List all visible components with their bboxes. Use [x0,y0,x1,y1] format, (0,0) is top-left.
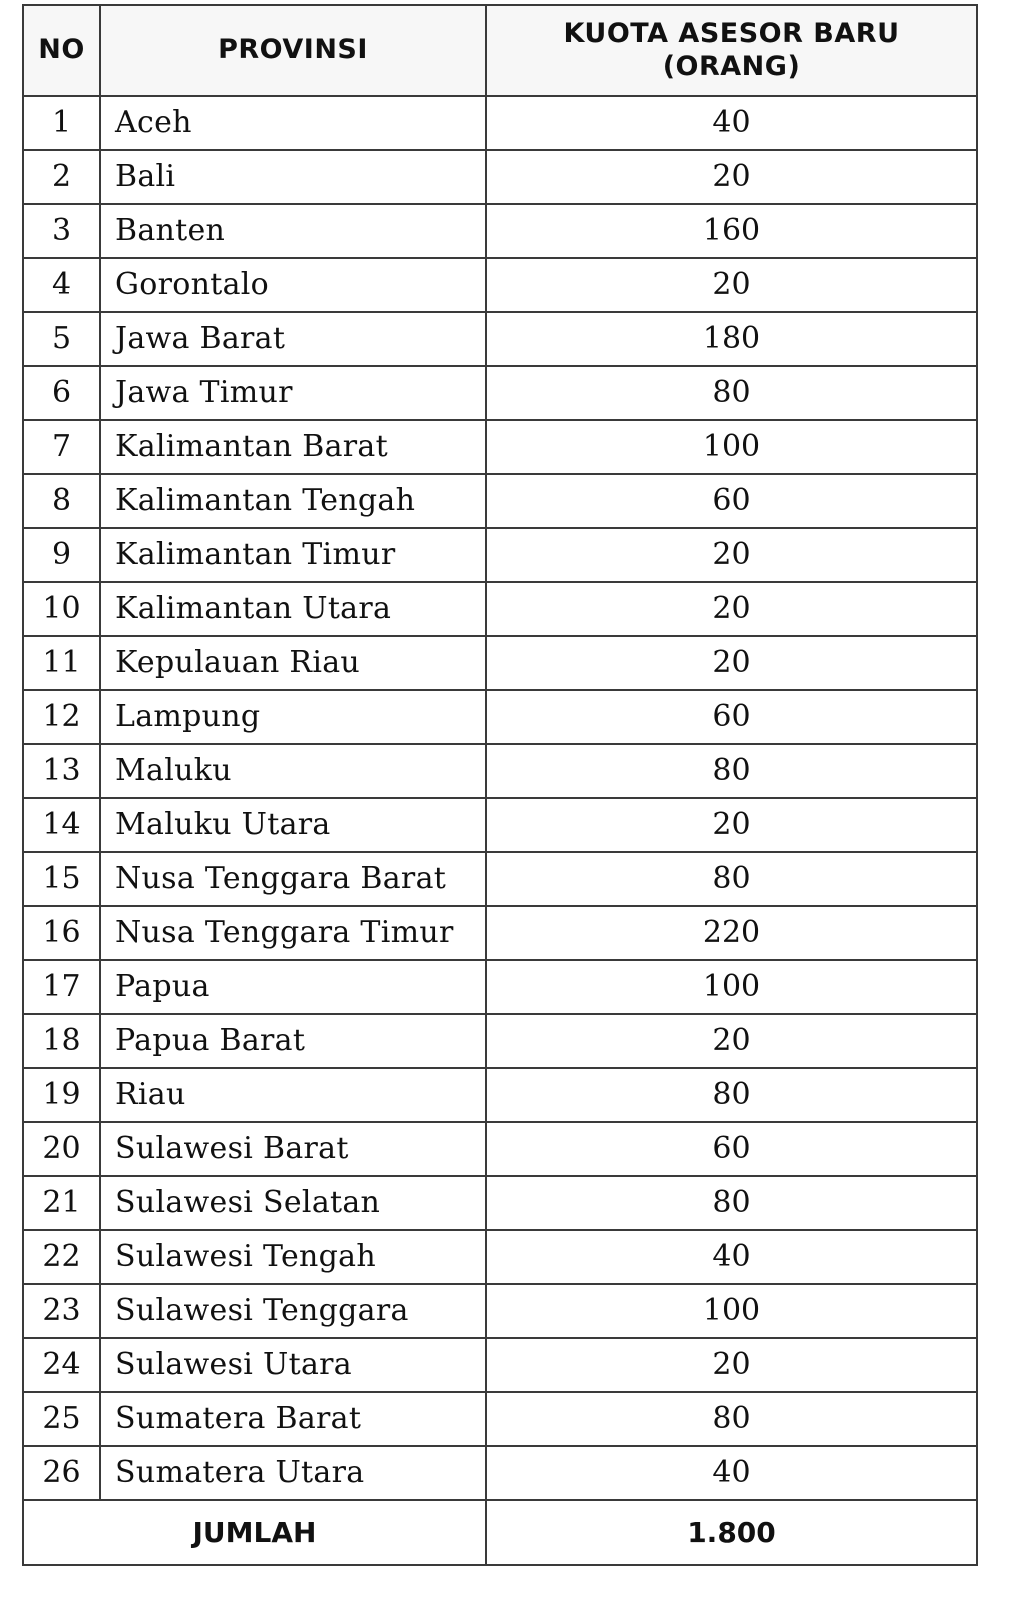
quota-value: 80 [486,852,977,906]
table-row [23,1068,977,1122]
table-row [23,1446,977,1500]
table-row [23,744,977,798]
table-row [23,960,977,1014]
table-body [23,96,977,1500]
quota-value: 40 [486,1446,977,1500]
table-row [23,312,977,366]
quota-value: 40 [486,1230,977,1284]
row-number: 6 [23,366,100,420]
row-number: 1 [23,96,100,150]
row-number: 15 [23,852,100,906]
table-row [23,636,977,690]
province-name: Nusa Tenggara Barat [100,852,486,906]
table-row [23,1338,977,1392]
row-number: 13 [23,744,100,798]
quota-value: 220 [486,906,977,960]
row-number: 11 [23,636,100,690]
table-header [23,5,977,96]
quota-value: 40 [486,96,977,150]
province-name: Banten [100,204,486,258]
quota-value: 80 [486,744,977,798]
province-name: Papua Barat [100,1014,486,1068]
quota-value: 20 [486,1014,977,1068]
province-name: Sulawesi Tengah [100,1230,486,1284]
quota-value: 20 [486,258,977,312]
province-name: Lampung [100,690,486,744]
province-name: Sumatera Utara [100,1446,486,1500]
quota-value: 180 [486,312,977,366]
quota-value: 100 [486,960,977,1014]
header-kuota [486,5,977,96]
quota-value: 80 [486,1176,977,1230]
quota-value: 80 [486,1392,977,1446]
row-number: 14 [23,798,100,852]
quota-value: 20 [486,636,977,690]
quota-value: 20 [486,1338,977,1392]
quota-value: 60 [486,690,977,744]
row-number: 24 [23,1338,100,1392]
row-number: 21 [23,1176,100,1230]
header-no: NO [23,5,100,96]
table-row [23,1014,977,1068]
province-name: Sulawesi Selatan [100,1176,486,1230]
row-number: 23 [23,1284,100,1338]
quota-value: 60 [486,1122,977,1176]
row-number: 5 [23,312,100,366]
table-row [23,1392,977,1446]
quota-value: 160 [486,204,977,258]
table-row [23,852,977,906]
province-name: Sulawesi Tenggara [100,1284,486,1338]
row-number: 12 [23,690,100,744]
total-row [23,1500,977,1565]
row-number: 20 [23,1122,100,1176]
province-name: Riau [100,1068,486,1122]
row-number: 19 [23,1068,100,1122]
header-provinsi: PROVINSI [100,5,486,96]
table-row [23,1284,977,1338]
table-row [23,150,977,204]
province-name: Kalimantan Utara [100,582,486,636]
quota-value: 100 [486,420,977,474]
table-row [23,582,977,636]
table-row [23,906,977,960]
province-name: Maluku [100,744,486,798]
header-row [23,5,977,96]
province-name: Sulawesi Barat [100,1122,486,1176]
quota-value: 20 [486,528,977,582]
table-row [23,366,977,420]
quota-value: 20 [486,798,977,852]
quota-value: 80 [486,1068,977,1122]
row-number: 4 [23,258,100,312]
header-kuota-line2: (ORANG) [662,50,801,82]
province-name: Kalimantan Tengah [100,474,486,528]
quota-value: 80 [486,366,977,420]
row-number: 25 [23,1392,100,1446]
province-name: Kalimantan Barat [100,420,486,474]
province-name: Kalimantan Timur [100,528,486,582]
table-row [23,1122,977,1176]
province-name: Jawa Barat [100,312,486,366]
table-row [23,474,977,528]
row-number: 9 [23,528,100,582]
province-name: Bali [100,150,486,204]
total-value: 1.800 [486,1500,977,1565]
table-row [23,1176,977,1230]
province-name: Papua [100,960,486,1014]
header-kuota-line1: KUOTA ASESOR BARU [563,18,900,50]
quota-value: 20 [486,150,977,204]
table-footer [23,1500,977,1565]
total-label: JUMLAH [23,1500,486,1565]
table-row [23,96,977,150]
province-name: Gorontalo [100,258,486,312]
row-number: 26 [23,1446,100,1500]
row-number: 18 [23,1014,100,1068]
row-number: 17 [23,960,100,1014]
province-name: Nusa Tenggara Timur [100,906,486,960]
province-name: Sulawesi Utara [100,1338,486,1392]
row-number: 3 [23,204,100,258]
row-number: 16 [23,906,100,960]
province-name: Kepulauan Riau [100,636,486,690]
table-row [23,1230,977,1284]
province-name: Aceh [100,96,486,150]
province-name: Jawa Timur [100,366,486,420]
province-name: Maluku Utara [100,798,486,852]
row-number: 10 [23,582,100,636]
table-row [23,690,977,744]
quota-value: 20 [486,582,977,636]
quota-table [22,4,978,1566]
quota-value: 100 [486,1284,977,1338]
table-row [23,204,977,258]
row-number: 22 [23,1230,100,1284]
table-row [23,258,977,312]
row-number: 2 [23,150,100,204]
row-number: 8 [23,474,100,528]
row-number: 7 [23,420,100,474]
table-row [23,420,977,474]
table-row [23,798,977,852]
province-name: Sumatera Barat [100,1392,486,1446]
quota-value: 60 [486,474,977,528]
table-row [23,528,977,582]
